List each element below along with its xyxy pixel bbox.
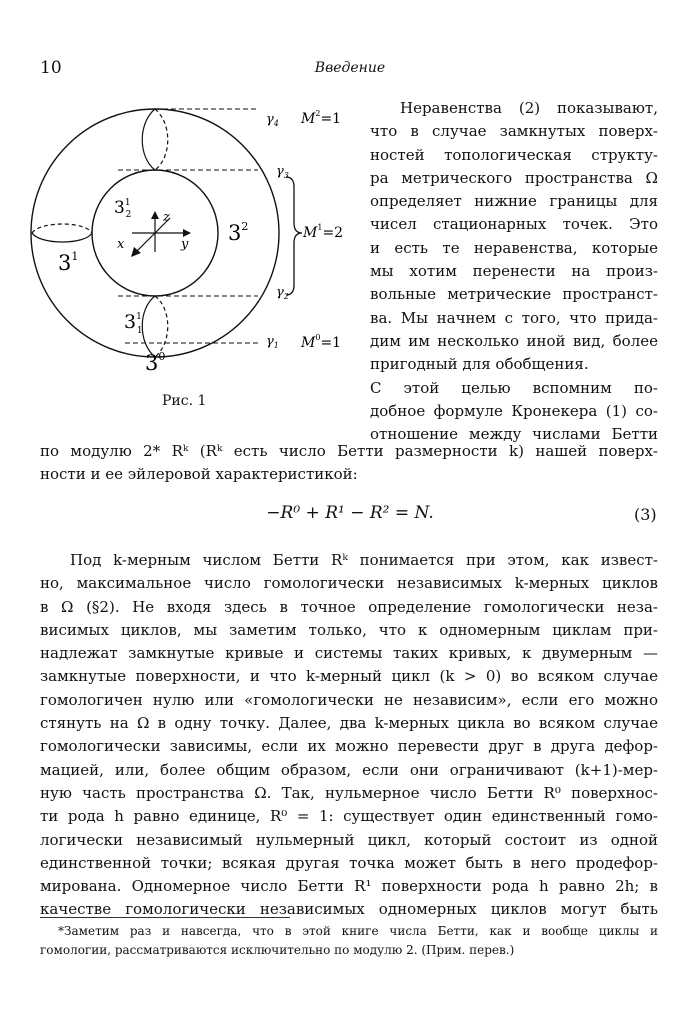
text-line: по модулю 2* Rᵏ (Rᵏ есть число Бетти размерности k) нашей поверх- [40, 442, 658, 460]
text-line: ти рода h равно единице, R⁰ = 1: существует один единственный гомо- [40, 807, 658, 826]
level-label-gamma1: $\gamma_1$ [266, 334, 279, 350]
axis-label-y: y [181, 237, 189, 252]
footnote [40, 922, 658, 960]
text-line: отношение между числами Бетти [370, 425, 658, 444]
cell-label-0: $3^0$ [145, 350, 166, 375]
torus-figure [30, 95, 355, 380]
text-line: добное формуле Кронекера (1) со- [370, 401, 658, 420]
top-cycle-front [142, 109, 155, 170]
text-line: мы хотим перенести на произ- [370, 262, 658, 281]
text-line: стянуть на Ω в одну точку. Далее, два k-мерных цикла во всяком случае [40, 714, 658, 733]
text-line: надлежат замкнутые кривые и системы таких кривых, к двумерным — [40, 644, 658, 663]
axis-label-x: x [117, 237, 125, 252]
footnote-rule [40, 917, 290, 918]
text-line: висимых циклов, мы заметим только, что к одномерным циклам при- [40, 620, 658, 639]
text-line: чисел стационарных точек. Это [370, 215, 658, 234]
text-line: ности и ее эйлеровой характеристикой: [40, 465, 358, 484]
text-line: дим им несколько иной вид, более [370, 331, 658, 350]
text-line: качестве гомологически независимых одномерных циклов могут быть [40, 900, 658, 919]
text-line: Неравенства (2) показывают, [400, 99, 658, 117]
equation-3: −R⁰ + R¹ − R² = N. [266, 503, 434, 523]
footnote-line: гомологии, рассматриваются исключительно по модулю 2. (Прим. перев.) [40, 943, 515, 957]
text-line: ную часть пространства Ω. Так, нульмерное число Бетти R⁰ поверхнос- [40, 783, 658, 802]
left-cycle-back [32, 224, 92, 233]
text-line: что в случае замкнутых поверх- [370, 122, 658, 141]
figure-caption: Рис. 1 [162, 393, 207, 409]
left-cycle-front [32, 233, 92, 242]
text-line: единственной точки; всякая другая точка может быть в него продефор- [40, 853, 658, 872]
bottom-cycle-back [155, 296, 168, 357]
text-line: пригодный для обобщения. [370, 355, 589, 374]
body-paragraph [40, 549, 658, 922]
footnote-line: *Заметим раз и навсегда, что в этой книге числа Бетти, как и вообще циклы и [58, 924, 658, 938]
text-line: но, максимальное число гомологически независимых k-мерных циклов [40, 574, 658, 593]
text-line: в Ω (§2). Не входя здесь в точное определение гомологически неза- [40, 597, 658, 616]
morse-label-m1: $M^1=2$ [303, 223, 344, 241]
level-label-gamma2: $\gamma_2$ [276, 285, 289, 301]
text-line: мирована. Одномерное число Бетти R¹ поверхности рода h равно 2h; в [40, 877, 658, 896]
text-line: ва. Мы начнем с того, что прида- [370, 308, 658, 327]
text-line: логически независимый нульмерный цикл, который состоит из одной [40, 830, 658, 849]
text-line: гомологически зависимы, если их можно перевести друг в друга дефор- [40, 737, 658, 756]
text-line: Под k-мерным числом Бетти Rᵏ понимается при этом, как извест- [70, 551, 658, 569]
text-line: вольные метрические пространст- [370, 285, 658, 304]
axis-label-z: z [163, 210, 170, 225]
level-label-gamma4: $\gamma_4$ [266, 112, 279, 128]
full-width-text [40, 440, 658, 487]
top-cycle-back [155, 109, 168, 170]
morse-label-m0: $M^0=1$ [301, 333, 342, 351]
text-line: мацией, или, более общим образом, если они ограничивают (k+1)-мер- [40, 760, 658, 779]
level-label-gamma3: $\gamma_3$ [276, 164, 289, 180]
right-column-text [370, 97, 658, 446]
cell-label-1-2: $3^1$ 2 [114, 198, 132, 220]
text-line: гомологичен нулю или «гомологически не независим», если его можно [40, 690, 658, 709]
morse-label-m2: $M^2=1$ [301, 109, 342, 127]
text-line: и есть те неравенства, которые [370, 238, 658, 257]
text-line: С этой целью вспомним по- [370, 378, 658, 397]
page-number: 10 [40, 58, 62, 78]
brace [286, 177, 302, 295]
cell-label-2: $3^2$ [228, 220, 249, 245]
running-title: Введение [314, 60, 386, 76]
text-line: определяет нижние границы для [370, 192, 658, 211]
cell-label-1-1: $3^1$ 1 [124, 311, 143, 336]
bottom-cycle-front [142, 296, 155, 357]
cell-label-1: $3^1$ [58, 250, 79, 275]
text-line: замкнутые поверхности, и что k-мерный цикл (k > 0) во всяком случае [40, 667, 658, 686]
text-line: ра метрического пространства Ω [370, 168, 658, 187]
text-line: ностей топологическая структу- [370, 145, 658, 164]
equation-number: (3) [634, 505, 657, 524]
